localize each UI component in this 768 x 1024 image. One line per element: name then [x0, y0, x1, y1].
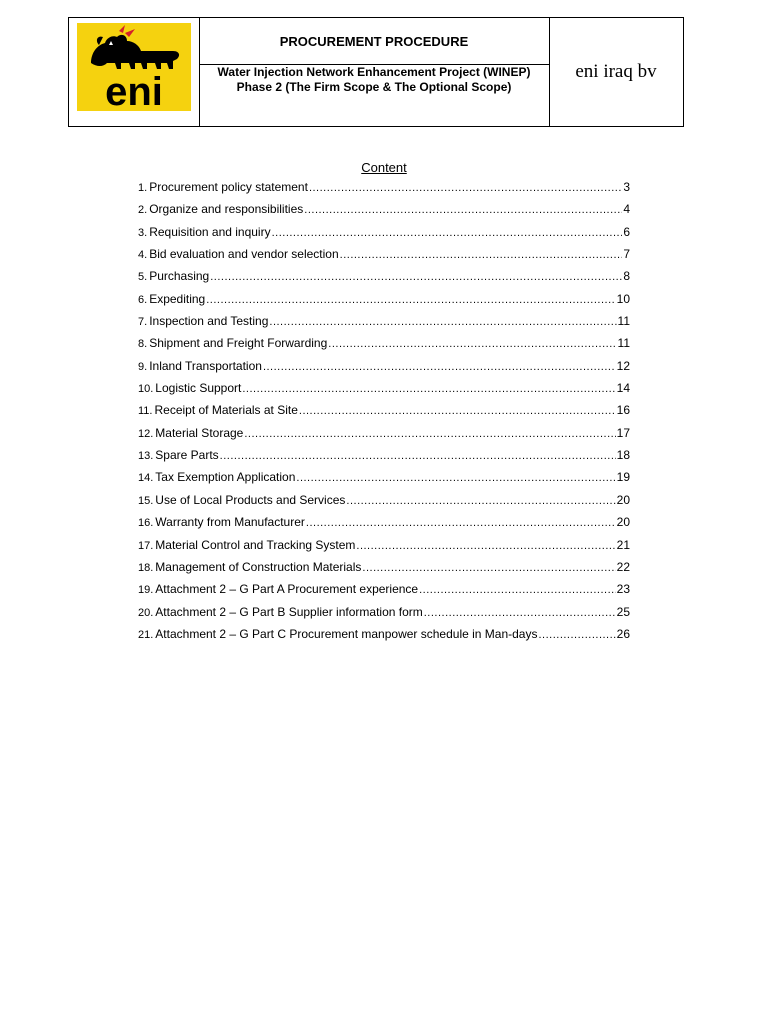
toc-leader-dots — [340, 249, 623, 261]
toc-entry-title: Spare Parts — [155, 448, 219, 463]
toc-leader-dots — [296, 472, 615, 484]
toc-entry-title: Procurement policy statement — [149, 180, 308, 194]
eni-logo — [77, 23, 191, 111]
toc-entry-number: 20. — [138, 606, 154, 619]
toc-entry-title: Inspection and Testing — [149, 314, 269, 329]
toc-entry-title: Attachment 2 – G Part A Procurement experience — [155, 582, 419, 597]
toc-entry[interactable] — [138, 336, 630, 358]
toc-entry[interactable] — [138, 381, 630, 403]
toc-entry[interactable] — [138, 470, 630, 492]
toc-entry-page: 11 — [617, 336, 630, 351]
toc-entry-number: 14. — [138, 472, 154, 485]
toc-entry[interactable] — [138, 269, 630, 291]
toc-leader-dots — [304, 204, 622, 216]
project-name — [199, 65, 549, 95]
toc-entry-page: 20 — [616, 492, 630, 507]
toc-leader-dots — [346, 495, 615, 507]
toc-leader-dots — [362, 562, 615, 574]
toc-entry-page: 16 — [616, 403, 630, 418]
toc-entry[interactable] — [138, 180, 630, 202]
toc-entry-number: 8. — [138, 338, 148, 351]
logo-wordmark: eni — [105, 70, 163, 111]
toc-leader-dots — [244, 428, 615, 440]
toc-entry[interactable] — [138, 426, 630, 448]
toc-entry-number: 21. — [138, 628, 154, 641]
toc-entry[interactable] — [138, 515, 630, 537]
toc-leader-dots — [242, 383, 615, 395]
document-header — [68, 17, 684, 127]
toc-entry-page: 18 — [616, 448, 630, 463]
toc-entry-number: 15. — [138, 494, 154, 507]
toc-entry-number: 4. — [138, 249, 148, 262]
toc-entry[interactable] — [138, 403, 630, 425]
toc-leader-dots — [309, 182, 622, 194]
toc-entry-title: Attachment 2 – G Part C Procurement manpower schedule in Man-days — [155, 626, 538, 641]
toc-entry[interactable] — [138, 627, 630, 649]
toc-entry-number: 6. — [138, 293, 148, 306]
toc-entry-title: Tax Exemption Application — [155, 470, 296, 485]
toc-entry[interactable] — [138, 605, 630, 627]
toc-entry-title: Expediting — [149, 291, 206, 306]
toc-entry-title: Requisition and inquiry — [149, 224, 271, 239]
toc-entry-title: Shipment and Freight Forwarding — [149, 336, 328, 351]
toc-entry-title: Material Control and Tracking System — [155, 537, 356, 552]
toc-entry[interactable] — [138, 448, 630, 470]
document-title: PROCUREMENT PROCEDURE — [199, 18, 549, 65]
toc-entry-page: 25 — [616, 604, 630, 619]
toc-entry-number: 2. — [138, 204, 148, 217]
toc-entry-title: Purchasing — [149, 269, 210, 284]
toc-entry[interactable] — [138, 247, 630, 269]
toc-leader-dots — [538, 629, 615, 641]
toc-entry[interactable] — [138, 359, 630, 381]
toc-entry-title: Attachment 2 – G Part B Supplier information form — [155, 604, 423, 619]
toc-entry-title: Organize and responsibilities — [149, 202, 304, 217]
project-line-1: Water Injection Network Enhancement Project (WINEP) — [217, 65, 531, 79]
toc-entry-title: Bid evaluation and vendor selection — [149, 247, 339, 262]
toc-entry-page: 20 — [616, 515, 630, 530]
toc-entry-page: 12 — [616, 358, 630, 373]
toc-entry-number: 17. — [138, 539, 154, 552]
toc-entry-number: 19. — [138, 584, 154, 597]
company-name: eni iraq bv — [575, 61, 657, 82]
toc-entry-page: 22 — [616, 559, 630, 574]
toc-entry-title: Use of Local Products and Services — [155, 492, 346, 507]
toc-leader-dots — [220, 450, 616, 462]
toc-entry-number: 1. — [138, 182, 148, 194]
toc-entry-number: 3. — [138, 226, 148, 239]
toc-leader-dots — [210, 271, 622, 283]
toc-entry-number: 18. — [138, 561, 154, 574]
toc-entry[interactable] — [138, 314, 630, 336]
toc-leader-dots — [419, 584, 616, 596]
toc-entry-number: 11. — [138, 405, 153, 418]
toc-entry-title: Management of Construction Materials — [155, 559, 362, 574]
toc-entry-number: 7. — [138, 316, 148, 329]
toc-entry-title: Material Storage — [155, 425, 244, 440]
toc-entry-number: 16. — [138, 517, 154, 530]
toc-leader-dots — [306, 517, 616, 529]
toc-entry-page: 3 — [623, 180, 630, 194]
toc-entry-page: 26 — [616, 626, 630, 641]
table-of-contents — [138, 180, 630, 649]
toc-entry[interactable] — [138, 202, 630, 224]
toc-leader-dots — [269, 316, 616, 328]
toc-entry-title: Inland Transportation — [149, 358, 262, 373]
toc-entry[interactable] — [138, 582, 630, 604]
toc-entry[interactable] — [138, 225, 630, 247]
toc-leader-dots — [272, 227, 623, 239]
toc-entry-number: 9. — [138, 360, 148, 373]
toc-entry-page: 21 — [616, 537, 630, 552]
toc-entry-page: 17 — [616, 425, 630, 440]
toc-leader-dots — [263, 361, 616, 373]
toc-entry-number: 12. — [138, 427, 154, 440]
logo-cell — [69, 18, 200, 126]
toc-entry-page: 7 — [623, 247, 630, 262]
toc-leader-dots — [299, 405, 616, 417]
toc-leader-dots — [356, 540, 615, 552]
toc-heading: Content — [361, 160, 407, 175]
toc-leader-dots — [328, 338, 616, 350]
toc-entry-page: 23 — [616, 582, 630, 597]
toc-entry-title: Receipt of Materials at Site — [154, 403, 298, 418]
toc-entry-page: 11 — [617, 314, 630, 329]
toc-leader-dots — [206, 294, 615, 306]
toc-entry-number: 13. — [138, 450, 154, 463]
toc-leader-dots — [424, 607, 616, 619]
toc-entry[interactable] — [138, 538, 630, 560]
toc-entry-number: 5. — [138, 271, 148, 284]
toc-entry-page: 10 — [616, 291, 630, 306]
toc-entry[interactable] — [138, 493, 630, 515]
toc-entry-title: Warranty from Manufacturer — [155, 515, 305, 530]
six-legged-dog-icon — [77, 23, 191, 111]
toc-entry[interactable] — [138, 292, 630, 314]
title-cell — [199, 18, 550, 126]
toc-entry-page: 14 — [616, 381, 630, 396]
project-line-2: Phase 2 (The Firm Scope & The Optional Scope) — [236, 80, 512, 94]
toc-entry-page: 4 — [623, 202, 630, 217]
toc-entry-page: 19 — [616, 470, 630, 485]
toc-entry-title: Logistic Support — [155, 381, 242, 396]
toc-entry-page: 6 — [623, 224, 630, 239]
toc-entry-page: 8 — [623, 269, 630, 284]
toc-entry-number: 10. — [138, 383, 154, 396]
toc-entry[interactable] — [138, 560, 630, 582]
